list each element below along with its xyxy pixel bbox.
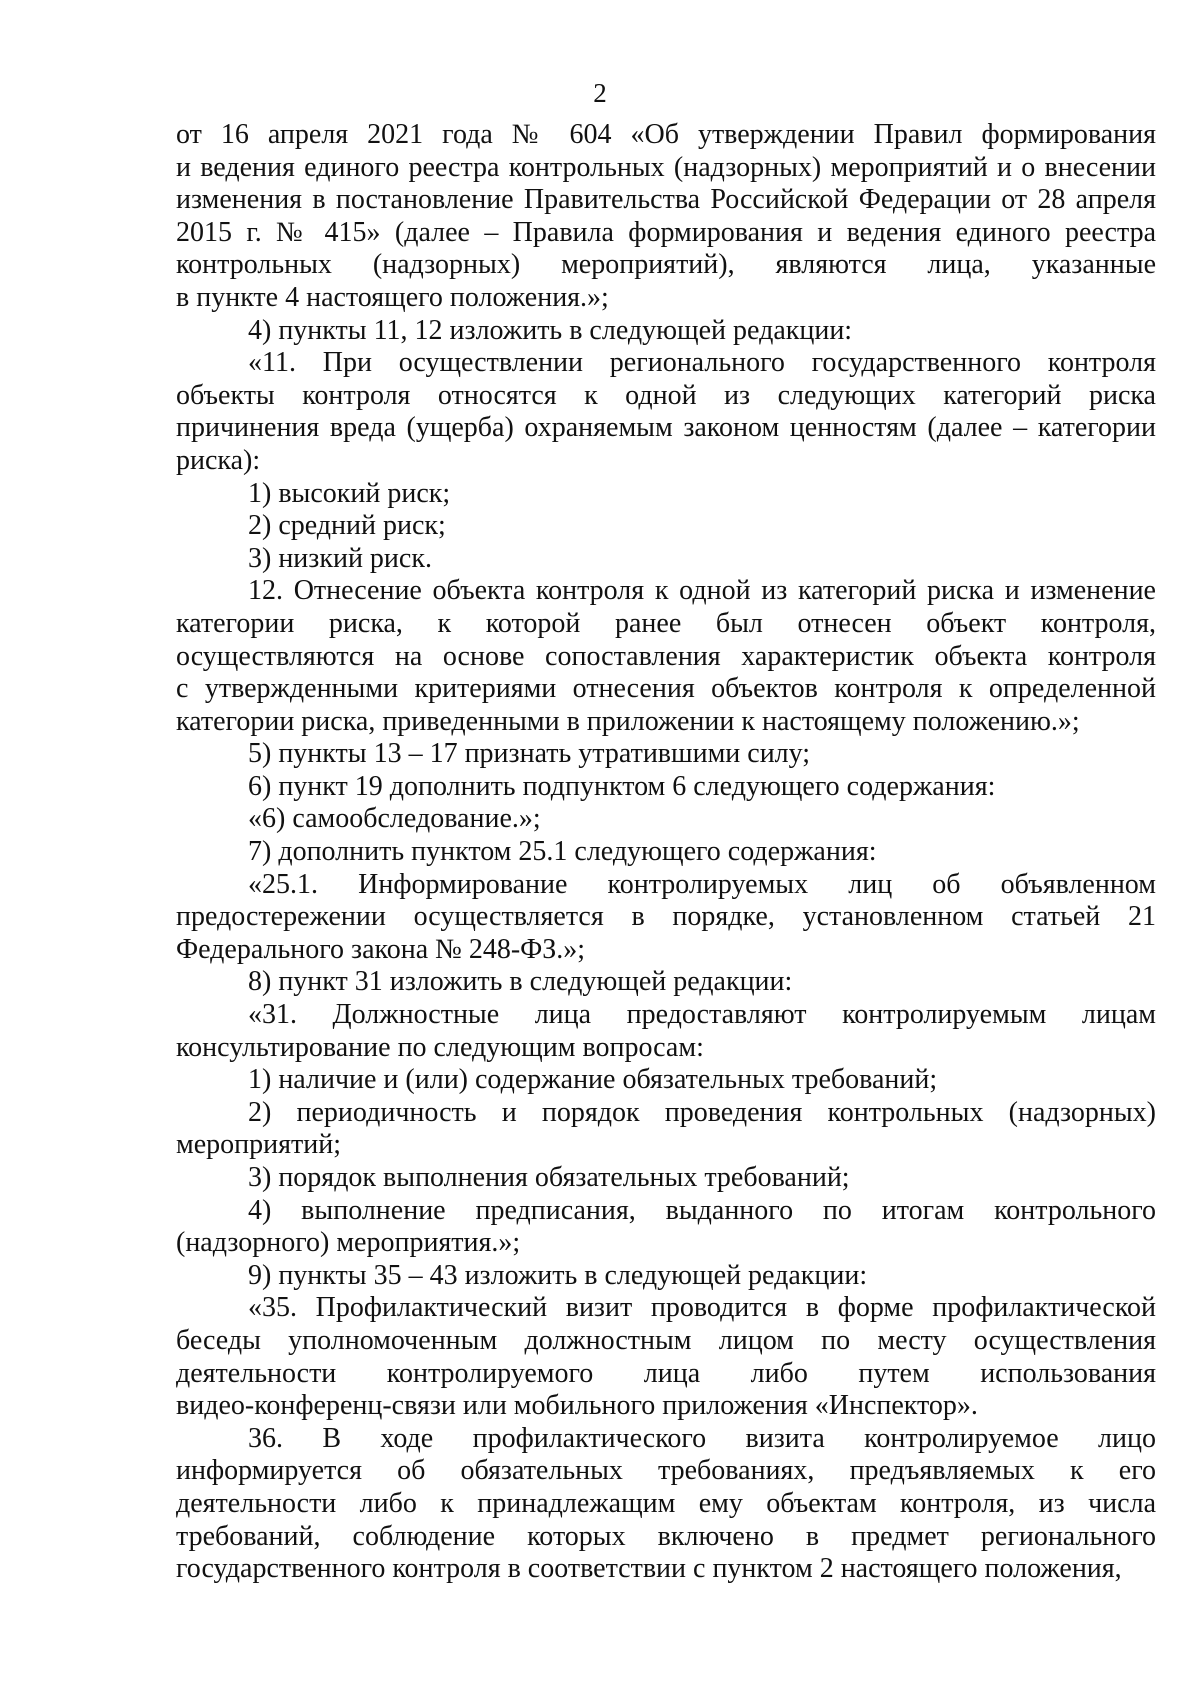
text-line: 1) высокий риск; <box>248 477 451 509</box>
text-line: «35. Профилактический визит проводится в форме профилактической <box>248 1292 1156 1324</box>
text-line: 3) порядок выполнения обязательных требований; <box>248 1162 850 1193</box>
text-line: в пункте 4 настоящего положения.»; <box>176 281 609 313</box>
text-line: «31. Должностные лица предоставляют контролируемым лицам <box>248 999 1156 1031</box>
paragraph <box>176 771 1156 804</box>
text-line: и ведения единого реестра контрольных (надзорных) мероприятий и о внесении <box>176 151 1156 183</box>
text-line: категории риска, приведенными в приложении к настоящему положению.»; <box>176 705 1080 737</box>
paragraph <box>176 869 1156 967</box>
text-line: информируется об обязательных требованиях, предъявляемых к его <box>176 1455 1156 1487</box>
paragraph <box>176 543 1156 576</box>
text-line: контрольных (надзорных) мероприятий), являются лица, указанные <box>176 249 1156 281</box>
paragraph <box>176 836 1156 869</box>
text-line: с утвержденными критериями отнесения объектов контроля к определенной <box>176 673 1156 705</box>
paragraph <box>176 347 1156 477</box>
paragraph <box>176 1162 1156 1195</box>
paragraph <box>176 478 1156 511</box>
text-line: 2015 г. № 415» (далее – Правила формирования и ведения единого реестра <box>176 216 1156 248</box>
text-line: 7) дополнить пунктом 25.1 следующего содержания: <box>248 836 877 868</box>
text-line: 1) наличие и (или) содержание обязательных требований; <box>248 1064 938 1096</box>
paragraph <box>176 1423 1156 1586</box>
text-line: 36. В ходе профилактического визита контролируемое лицо <box>248 1422 1156 1454</box>
text-line: видео-конференц-связи или мобильного приложения «Инспектор». <box>176 1390 978 1422</box>
paragraph <box>176 315 1156 348</box>
paragraph <box>176 119 1156 315</box>
paragraph <box>176 1195 1156 1260</box>
text-line: 9) пункты 35 – 43 изложить в следующей редакции: <box>248 1259 868 1291</box>
paragraph <box>176 1292 1156 1422</box>
text-line: осуществляются на основе сопоставления характеристик объекта контроля <box>176 640 1156 672</box>
document-body <box>176 119 1156 1586</box>
text-line: «6) самообследование.»; <box>248 803 541 835</box>
paragraph <box>176 738 1156 771</box>
paragraph <box>176 803 1156 836</box>
text-line: 5) пункты 13 – 17 признать утратившими силу; <box>248 738 811 770</box>
text-line: 3) низкий риск. <box>248 542 432 574</box>
text-line: государственного контроля в соответствии с пунктом 2 настоящего положения, <box>176 1553 1122 1585</box>
text-line: риска): <box>176 444 261 476</box>
text-line: от 16 апреля 2021 года № 604 «Об утверждении Правил формирования <box>176 119 1156 150</box>
text-line: мероприятий; <box>176 1129 341 1161</box>
text-line: категории риска, к которой ранее был отнесен объект контроля, <box>176 607 1156 639</box>
text-line: 8) пункт 31 изложить в следующей редакции: <box>248 966 793 998</box>
text-line: 6) пункт 19 дополнить подпунктом 6 следующего содержания: <box>248 770 996 802</box>
text-line: 4) выполнение предписания, выданного по итогам контрольного <box>248 1194 1156 1226</box>
text-line: объекты контроля относятся к одной из следующих категорий риска <box>176 379 1156 411</box>
text-line: 2) средний риск; <box>248 510 446 542</box>
text-line: причинения вреда (ущерба) охраняемым законом ценностям (далее – категории <box>176 412 1156 444</box>
text-line: (надзорного) мероприятия.»; <box>176 1227 521 1259</box>
text-line: требований, соблюдение которых включено в предмет регионального <box>176 1520 1156 1552</box>
text-line: деятельности контролируемого лица либо путем использования <box>176 1357 1156 1389</box>
text-line: 4) пункты 11, 12 изложить в следующей редакции: <box>248 314 853 346</box>
paragraph <box>176 575 1156 738</box>
text-line: 12. Отнесение объекта контроля к одной из категорий риска и изменение <box>248 575 1156 607</box>
text-line: деятельности либо к принадлежащим ему объектам контроля, из числа <box>176 1487 1156 1519</box>
paragraph <box>176 1064 1156 1097</box>
text-line: «25.1. Информирование контролируемых лиц об объявленном <box>248 868 1156 900</box>
paragraph <box>176 999 1156 1064</box>
text-line: беседы уполномоченным должностным лицом по месту осуществления <box>176 1324 1156 1356</box>
text-line: консультирование по следующим вопросам: <box>176 1031 704 1063</box>
paragraph <box>176 1097 1156 1162</box>
text-line: Федерального закона № 248-ФЗ.»; <box>176 933 586 965</box>
text-line: «11. При осуществлении регионального государственного контроля <box>248 347 1156 379</box>
page-number: 2 <box>593 78 607 108</box>
text-line: предостережении осуществляется в порядке, установленном статьей 21 <box>176 901 1156 933</box>
paragraph <box>176 510 1156 543</box>
paragraph <box>176 966 1156 999</box>
paragraph <box>176 1260 1156 1293</box>
text-line: изменения в постановление Правительства Российской Федерации от 28 апреля <box>176 184 1156 216</box>
text-line: 2) периодичность и порядок проведения контрольных (надзорных) <box>248 1096 1156 1128</box>
